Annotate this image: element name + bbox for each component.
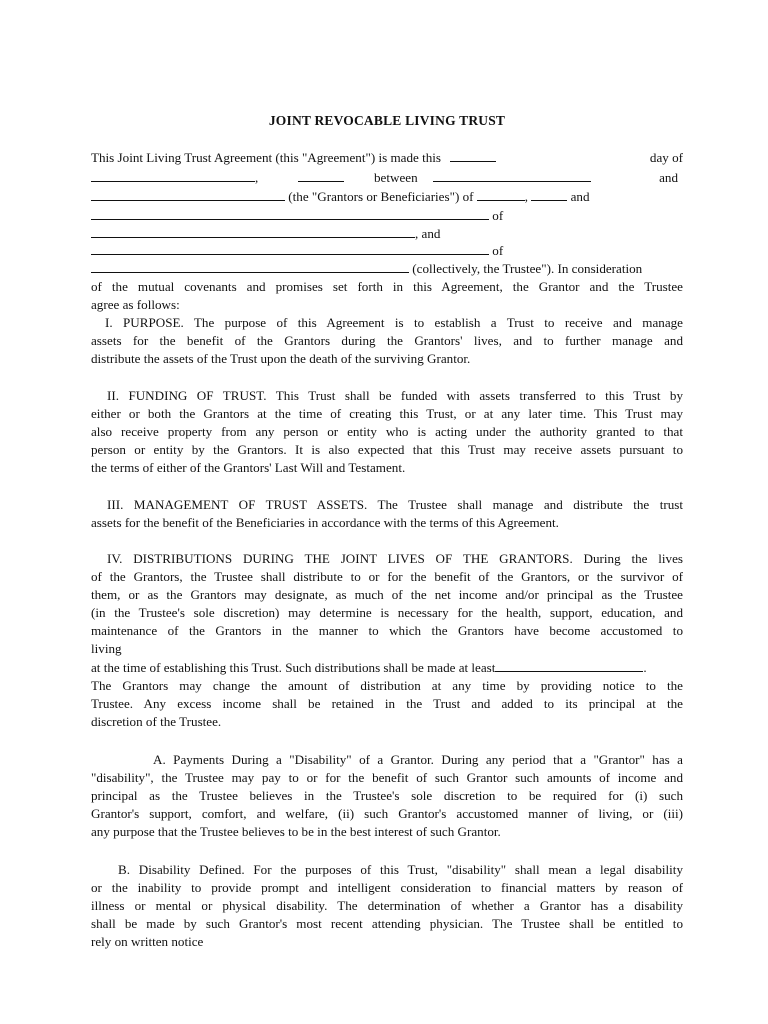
blank-field[interactable] [477, 188, 525, 201]
preamble-text: and [570, 189, 590, 204]
section-purpose [91, 314, 683, 368]
text-line: them, or as the Grantors may designate, as much of the net income and/or principal as the Trustee [91, 587, 683, 603]
preamble-text: of [492, 243, 504, 258]
preamble-line [91, 242, 683, 260]
text-line: also receive property from any person or entity who is acting under the authority granted to that [91, 424, 683, 440]
text-line: or the inability to provide prompt and intelligent consideration to financial matters by reason of [91, 880, 683, 896]
text-line: discretion of the Trustee. [91, 713, 222, 729]
preamble-line [91, 149, 683, 167]
preamble-text: , [524, 189, 529, 204]
text-line: person or entity by the Grantors. It is also expected that this Trust may receive assets pursuant to [91, 442, 683, 458]
preamble-text: of [492, 208, 504, 223]
text-line: assets for the benefit of the Grantors during the Grantors' lives, and to further manage and [91, 333, 683, 349]
text-line: IV. DISTRIBUTIONS DURING THE JOINT LIVES OF THE GRANTORS. During the lives [107, 551, 683, 566]
text-line: maintenance of the Grantors in the manner to which the Grantors have become accustomed to [91, 623, 683, 639]
blank-field[interactable] [298, 169, 344, 182]
text-line: Trustee. Any excess income shall be retained in the Trust and added to its principal at the [91, 695, 683, 711]
preamble-line [91, 169, 683, 187]
text-line: "disability", the Trustee may pay to or for the benefit of such Grantor such amounts of income and [91, 770, 683, 786]
text-line: the terms of either of the Grantors' Last Will and Testament. [91, 460, 406, 476]
blank-field[interactable] [91, 242, 489, 255]
text-line: either or both the Grantors at the time of creating this Trust, or at any later time. This Trust may [91, 406, 683, 422]
blank-field[interactable] [91, 188, 285, 201]
text-line: Grantor's support, comfort, and welfare, (ii) such Grantor's accustomed manner of living, or (iii) [91, 806, 683, 822]
text-line: rely on written notice [91, 934, 204, 950]
text-line: II. FUNDING OF TRUST. This Trust shall be funded with assets transferred to this Trust by [107, 388, 683, 403]
text-line: The Grantors may change the amount of distribution at any time by providing notice to the [91, 677, 683, 693]
blank-field[interactable] [91, 225, 415, 238]
text-line: illness or mental or physical disability. The determination of whether a Grantor has a disability [91, 898, 683, 914]
text-line: B. Disability Defined. For the purposes of this Trust, "disability" shall mean a legal disability [118, 862, 683, 877]
preamble-text: between [374, 170, 418, 185]
preamble-line: of the mutual covenants and promises set forth in this Agreement, the Grantor and the Trustee [91, 279, 683, 294]
preamble-line [91, 260, 683, 278]
blank-field[interactable] [531, 188, 567, 201]
preamble-text: , [255, 170, 259, 185]
document-title: JOINT REVOCABLE LIVING TRUST [268, 113, 506, 128]
text-line: of the Grantors, the Trustee shall distribute to or for the benefit of the Grantors, or the survivor of [91, 569, 683, 585]
text-line: assets for the benefit of the Beneficiaries in accordance with the terms of this Agreement. [91, 515, 559, 531]
text-line: A. Payments During a "Disability" of a Grantor. During any period that a "Grantor" has a [153, 752, 683, 767]
text-line: at the time of establishing this Trust. Such distributions shall be made at least . [91, 659, 647, 675]
text-line: living [91, 641, 122, 657]
text-line: principal as the Trustee believes in the Trustee's sole discretion to be required for (i) such [91, 788, 683, 804]
text-line: shall be made by such Grantor's most recent attending physician. The Trustee shall be entitled to [91, 916, 683, 932]
preamble-line [91, 188, 683, 206]
section-management [91, 496, 683, 532]
preamble-line: agree as follows: [91, 297, 180, 312]
blank-field[interactable] [91, 169, 255, 182]
section-disability-payments [91, 751, 683, 841]
preamble-line [91, 225, 683, 243]
preamble-text: (collectively, the Trustee"). In consideration [412, 261, 643, 276]
text-line: distribute the assets of the Trust upon the death of the surviving Grantor. [91, 351, 471, 367]
blank-field[interactable] [91, 207, 489, 220]
blank-field[interactable] [433, 169, 591, 182]
preamble-text: (the "Grantors or Beneficiaries") of [288, 189, 474, 204]
blank-amount[interactable] [495, 659, 643, 672]
section-distributions [91, 550, 683, 731]
text-line: (in the Trustee's sole discretion) may determine is necessary for the health, support, education, and [91, 605, 683, 621]
preamble-text: and [659, 170, 678, 185]
section-funding [91, 387, 683, 477]
preamble-text: This Joint Living Trust Agreement (this "Agreement") is made this [91, 150, 442, 165]
blank-field[interactable] [91, 260, 409, 273]
preamble-line [91, 207, 683, 225]
blank-day[interactable] [450, 149, 496, 162]
text-line: any purpose that the Trustee believes to be in the best interest of such Grantor. [91, 824, 501, 840]
text-line: III. MANAGEMENT OF TRUST ASSETS. The Trustee shall manage and distribute the trust [107, 497, 683, 512]
text-line: I. PURPOSE. The purpose of this Agreement is to establish a Trust to receive and manage [105, 315, 683, 330]
preamble-text: , and [415, 226, 441, 241]
preamble-text: day of [649, 150, 683, 165]
text-fragment: at the time of establishing this Trust. Such distributions shall be made at least [91, 659, 496, 675]
section-disability-defined [91, 861, 683, 951]
